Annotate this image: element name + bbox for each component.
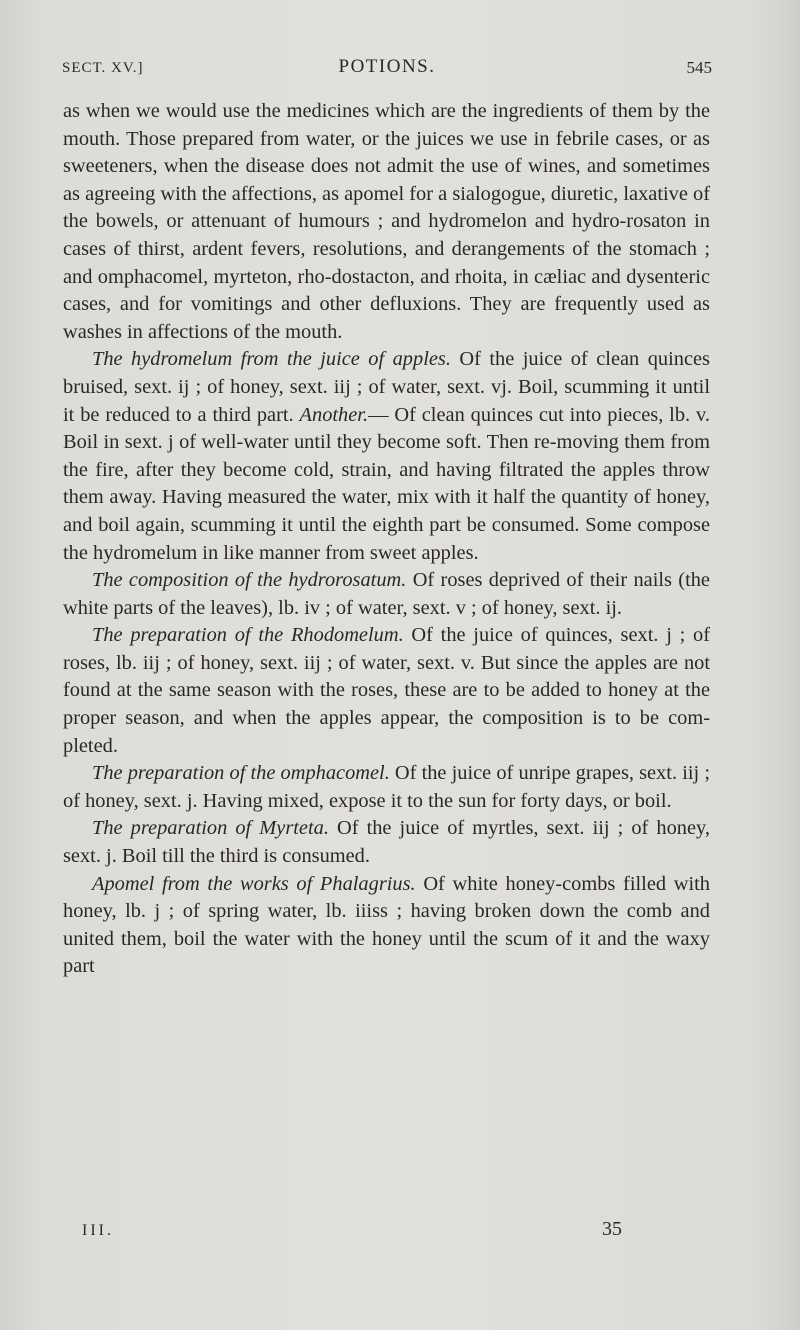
paragraph-text: Of the juice of myrtles, sext. iij ; of honey, sext. j. Boil till the third is consumed.	[63, 817, 710, 868]
recipe-heading: The hydromelum from the juice of apples.	[92, 348, 451, 371]
signature-mark: III.	[82, 1222, 114, 1239]
paragraph-text: Of the juice of quinces, sext. j ; of roses, lb. iij ; of honey, sext. iij ; of water, sext. v. But since the apples are not found at the same season with the roses, these are to be added to honey at the proper season, and when the apples appear, the composition is to be com-pleted.	[63, 624, 710, 757]
running-head	[62, 56, 712, 82]
section-reference: SECT. XV.]	[62, 60, 144, 76]
paragraph-text: Of the juice of unripe grapes, sext. iij ; of honey, sext. j. Having mixed, expose it to the sun for forty days, or boil.	[63, 762, 710, 812]
paragraph-text: Of the juice of clean quinces bruised, sext. ij ; of honey, sext. iij ; of water, sext. vj. Boil, scumming it until it be reduced to a third part.	[63, 348, 710, 426]
recipe-heading: Apomel from the works of Phalagrius.	[92, 872, 416, 895]
page-number: 545	[686, 58, 712, 77]
recipe-heading: The preparation of the Rhodomelum.	[92, 624, 404, 647]
signature-number: 35	[602, 1218, 622, 1240]
recipe-heading: The preparation of the omphacomel.	[92, 762, 390, 785]
paragraph-text: as when we would use the medicines which are the ingredients of them by the mouth. Those prepared from water, or the juices we use in febrile cases, or as sweeteners, when the disease does not admit the use of wines, and sometimes as agreeing with the affections, as apomel for a sialogogue, diuretic, laxative of the bowels, or attenuant of humours ; and hydromelon and hydro-rosaton in cases of thirst, ardent fevers, resolutions, and derangements of the stomach ; and omphacomel, myrteton, rho-dostacton, and rhoita, in cæliac and dysenteric cases, and for vomitings and other defluxions. They are frequently used as washes in affections of the mouth.	[63, 100, 710, 343]
paragraph	[63, 871, 710, 981]
paragraph	[63, 346, 710, 567]
recipe-heading: The preparation of Myrteta.	[92, 817, 329, 840]
paragraph	[63, 815, 710, 870]
paragraph-text: Of white honey-combs filled with honey, lb. j ; of spring water, lb. iiiss ; having broken down the comb and united them, boil the water with the honey until the scum of it and the waxy part	[63, 872, 710, 978]
page-title: POTIONS.	[338, 56, 436, 77]
paragraph-text: Of roses deprived of their nails (the white parts of the leaves), lb. iv ; of water, sext. v ; of honey, sext. ij.	[63, 569, 710, 619]
page-footer	[62, 1218, 712, 1246]
paragraph	[63, 98, 710, 346]
paragraph	[63, 622, 710, 760]
paragraph	[63, 567, 710, 622]
body-text	[63, 98, 710, 981]
paragraph	[63, 760, 710, 815]
recipe-heading: The composition of the hydrorosatum.	[92, 569, 407, 592]
recipe-heading: Another.	[299, 403, 369, 426]
paragraph-text: — Of clean quinces cut into pieces, lb. v. Boil in sext. j of well-water until they become soft. Then re-moving them from the fire, after they become cold, strain, and having filtrated the apples throw them away. Having measured the water, mix with it half the quantity of honey, and boil again, scumming it until the eighth part be consumed. Some compose the hydromelum in like manner from sweet apples.	[63, 403, 710, 564]
